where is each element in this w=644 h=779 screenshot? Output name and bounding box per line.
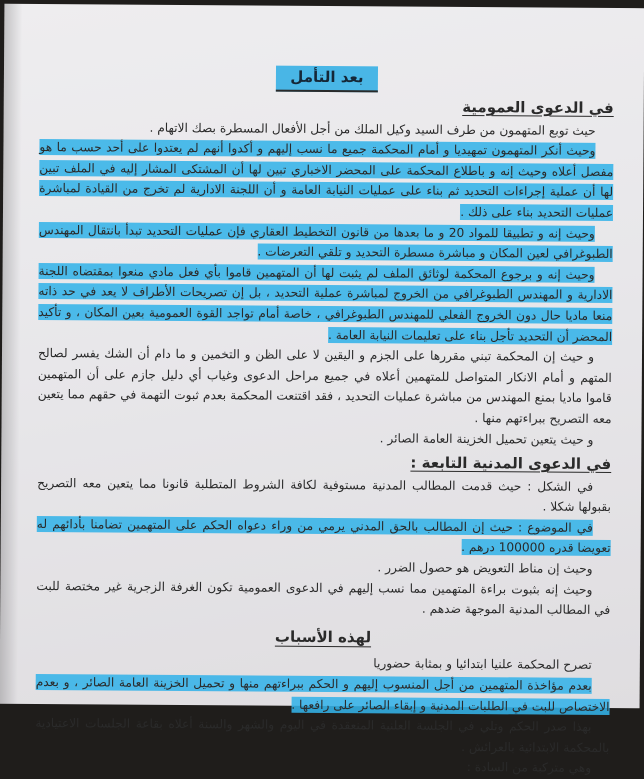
paragraph	[37, 473, 611, 518]
paragraph	[38, 343, 613, 429]
paragraph	[35, 754, 609, 779]
paragraph	[35, 672, 609, 717]
highlighted-text: في الموضوع : حيث إن المطالب بالحق المدني يرمي من وراء دعواه الحكم على المتهمين تضامنا بأدائهم له تعويضا قدره 100000 درهم .	[36, 516, 611, 556]
paragraph-text: و حيث يتعين تحميل الخزينة العامة الصائر .	[379, 430, 594, 447]
paragraph-text: و حيث إن المحكمة تبني مقررها على الجزم و اليقين لا على الظن و التخمين و ما دام أن الشك يفسر لصالح المتهم و أمام الانكار المتواصل للمتهمين أعلاه في جميع مراحل الدعوى وغياب أي دليل جازم على أن المتهمين قاموا ماديا بمنع المهندس من مباشرة عمليات التحديد ، فقد اقتنعت المحكمة بعدم ثبوت التهمة في حقهم مما يتعين معه التصريح ببراءتهم منها .	[37, 346, 612, 426]
paragraph	[38, 261, 613, 347]
highlighted-text: وحيث أنكر المتهمون تمهيديا و أمام المحكمة جميع ما نسب إليهم و أكدوا أنهم لم يعتدوا على أحد حسب ما هو مفصل أعلاه وحيث إنه و باطلاع المحكمة على المحضر الاخباري تبين لها أن المشتكى المشار إليه في الملف تبين لها أن عملية إجراءات التحديد ثم بناء على عمليات النيابة العامة و أن اللجنة الادارية لم تخرج من القيادة لمباشرة عمليات التحديد بناء على ذلك .	[39, 140, 614, 220]
reasons-heading: لهذه الأسباب	[274, 627, 372, 647]
title-block	[40, 64, 614, 94]
public-action-heading: في الدعوى العمومية	[462, 97, 614, 118]
reasons-body	[35, 651, 610, 779]
document-title: بعد التأمل	[276, 66, 377, 92]
highlighted-text: وحيث إنه و برجوع المحكمة لوثائق الملف لم يثبت لها أن المتهمين قاموا بأي فعل مادي منعوا بمقتضاه اللجنة الادارية و المهندس الطبوغرافي من الخروج لمباشرة عملية التحديد ، بل إن تصريحات الأطراف لا يعد في حد ذاته منعا ماديا حال دون الخروج الفعلي للمهندس الطبوغرافي ، خاصة أمام تواجد القوة العمومية بعين المكان ، و تأكيد المحضر أن التحديد تأجل بناء على تعليمات النيابة العامة .	[38, 263, 613, 344]
paragraph	[39, 137, 614, 223]
civil-action-body	[36, 473, 611, 621]
paragraph	[35, 713, 609, 758]
highlighted-text: وحيث إنه و تطبيقا للمواد 20 و ما بعدها من قانون التخطيط العقاري فإن عمليات التحديد تبدأ بانتقال المهندس الطبوغرافي لعين المكان و مباشرة مسطرة التحديد و تلقي التعرضات .	[38, 222, 613, 262]
paragraph-text: وحيث إنه بثبوت براءة المتهمين مما نسب إليهم في الدعوى العمومية تكون الغرفة الزجرية غير مختصة للبت في المطالب المدنية الموجهة ضدهم .	[36, 578, 611, 618]
highlighted-text: بعدم مؤاخذة المتهمين من أجل المنسوب إليهم و الحكم ببراءتهم منها و تحميل الخزينة العامة الصائر ، و بعدم الاختصاص للبت في الطلبات المدنية و إبقاء الصائر على رافعها .	[35, 675, 610, 714]
paragraph-text: وهي متركبة من السادة :	[466, 760, 592, 776]
paragraph	[37, 514, 611, 559]
paragraph-text: حيث توبع المتهمون من طرف السيد وكيل الملك من أجل الأفعال المسطرة بصك الاتهام .	[149, 120, 596, 138]
document-page	[0, 4, 644, 776]
paragraph-text: في الشكل : حيث قدمت المطالب المدنية مستوفية لكافة الشروط المتطلبة قانونا مما يتعين معه التصريح بقبولها شكلا .	[37, 475, 611, 515]
paragraph	[37, 426, 611, 451]
public-action-body	[37, 117, 613, 450]
civil-action-heading: في الدعوى المدنية التابعة :	[410, 453, 612, 474]
paragraph	[36, 576, 610, 621]
paragraph-text: تصرح المحكمة علنيا ابتدائيا و بمثابة حضوريا	[373, 656, 592, 673]
paragraph	[39, 220, 613, 265]
page-shadow	[0, 4, 22, 704]
paragraph-text: وحيث إن مناط التعويض هو حصول الضرر .	[377, 560, 593, 576]
judgment-text	[35, 64, 614, 779]
paragraph-text: بهذا صدر الحكم وتلي في الجلسة العلنية المنعقدة في اليوم والشهر والسنة أعلاه بقاعة الجلسات الاعتيادية بالمحكمة الابتدائية بالعرائش .	[35, 716, 610, 755]
